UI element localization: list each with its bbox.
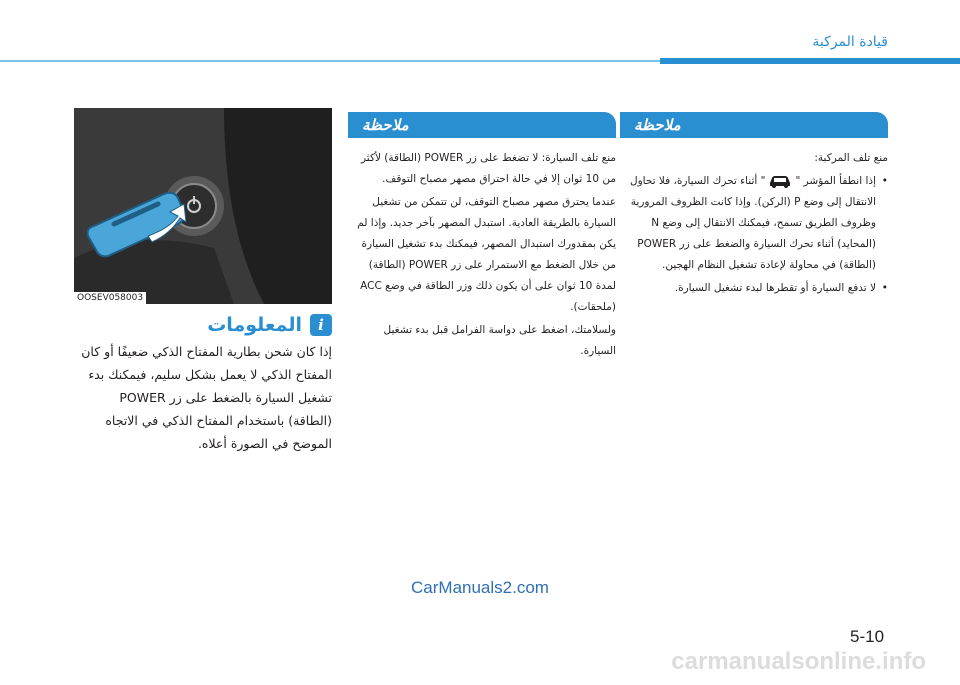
note-paragraph: منع تلف السيارة: لا تضغط على زر POWER (الطاقة) لأكثر من 10 ثوان إلا في حالة احتراق مصهر مصباح التوقف. [361, 152, 616, 185]
note-bullet-item: • لا تدفع السيارة أو تقطرها لبدء تشغيل السيارة. [620, 278, 888, 299]
note-label: ملاحظة [362, 116, 409, 134]
info-icon: i [310, 314, 332, 336]
information-section [74, 108, 332, 455]
note-banner [620, 112, 888, 138]
header-accent-bar [660, 58, 960, 64]
note-intro: منع تلف المركبة: [814, 152, 888, 164]
info-paragraph: إذا كان شحن بطارية المفتاح الذكي ضعيفًا أو كان المفتاح الذكي لا يعمل بشكل سليم، فيمكنك بدء تشغيل السيارة بالضغط على زر POWER (الطاقة) باستخدام المفتاح الذكي في الاتجاه الموضح في الصورة أعلاه. [81, 344, 332, 451]
smart-key-illustration [74, 108, 332, 304]
info-heading [74, 314, 332, 336]
note-vehicle-damage [620, 112, 888, 301]
note-body [620, 148, 888, 299]
note-banner [348, 112, 616, 138]
page-number: 5-10 [850, 627, 885, 646]
section-title: قيادة المركبة [812, 34, 888, 50]
note-paragraph: ولسلامتك، اضغط على دواسة الفرامل قبل بدء تشغيل السيارة. [383, 324, 616, 357]
note-bullet-list [620, 171, 888, 299]
note-stop-lamp-fuse [348, 112, 616, 364]
note-bullet-item: • إذا انطفأ المؤشر "" أثناء تحرك السيارة، فلا تحاول الانتقال إلى وضع P (الركن). وإذا كانت الظروف المرورية وظروف الطريق تسمح، فيمكنك الانتقال إلى وضع N (المحايد) أثناء تحرك السيارة والضغط على زر POWER (الطاقة) في محاولة لإعادة تشغيل النظام الهجين. [620, 171, 888, 276]
site-watermark[interactable]: CarManuals2.com [411, 578, 549, 597]
info-heading-text: المعلومات [207, 314, 302, 336]
figure-code: OOSEV058003 [74, 292, 146, 304]
car-indicator-icon [767, 174, 793, 188]
note-body [348, 148, 616, 362]
note-label: ملاحظة [634, 116, 681, 134]
note-paragraph: عندما يحترق مصهر مصباح التوقف، لن تتمكن من تشغيل السيارة بالطريقة العادية. استبدل المصهر بآخر جديد. وإذا لم يكن بمقدورك استبدال المصهر، فيمكنك بدء تشغيل السيارة من خلال الضغط مع الاستمرار على زر POWER (الطاقة) لمدة 10 ثوان على أن يكون ذلك وزر الطاقة في وضع ACC (ملحقات). [357, 196, 616, 313]
footer-watermark: carmanualsonline.info [671, 648, 926, 675]
smart-key-photo [74, 108, 332, 304]
